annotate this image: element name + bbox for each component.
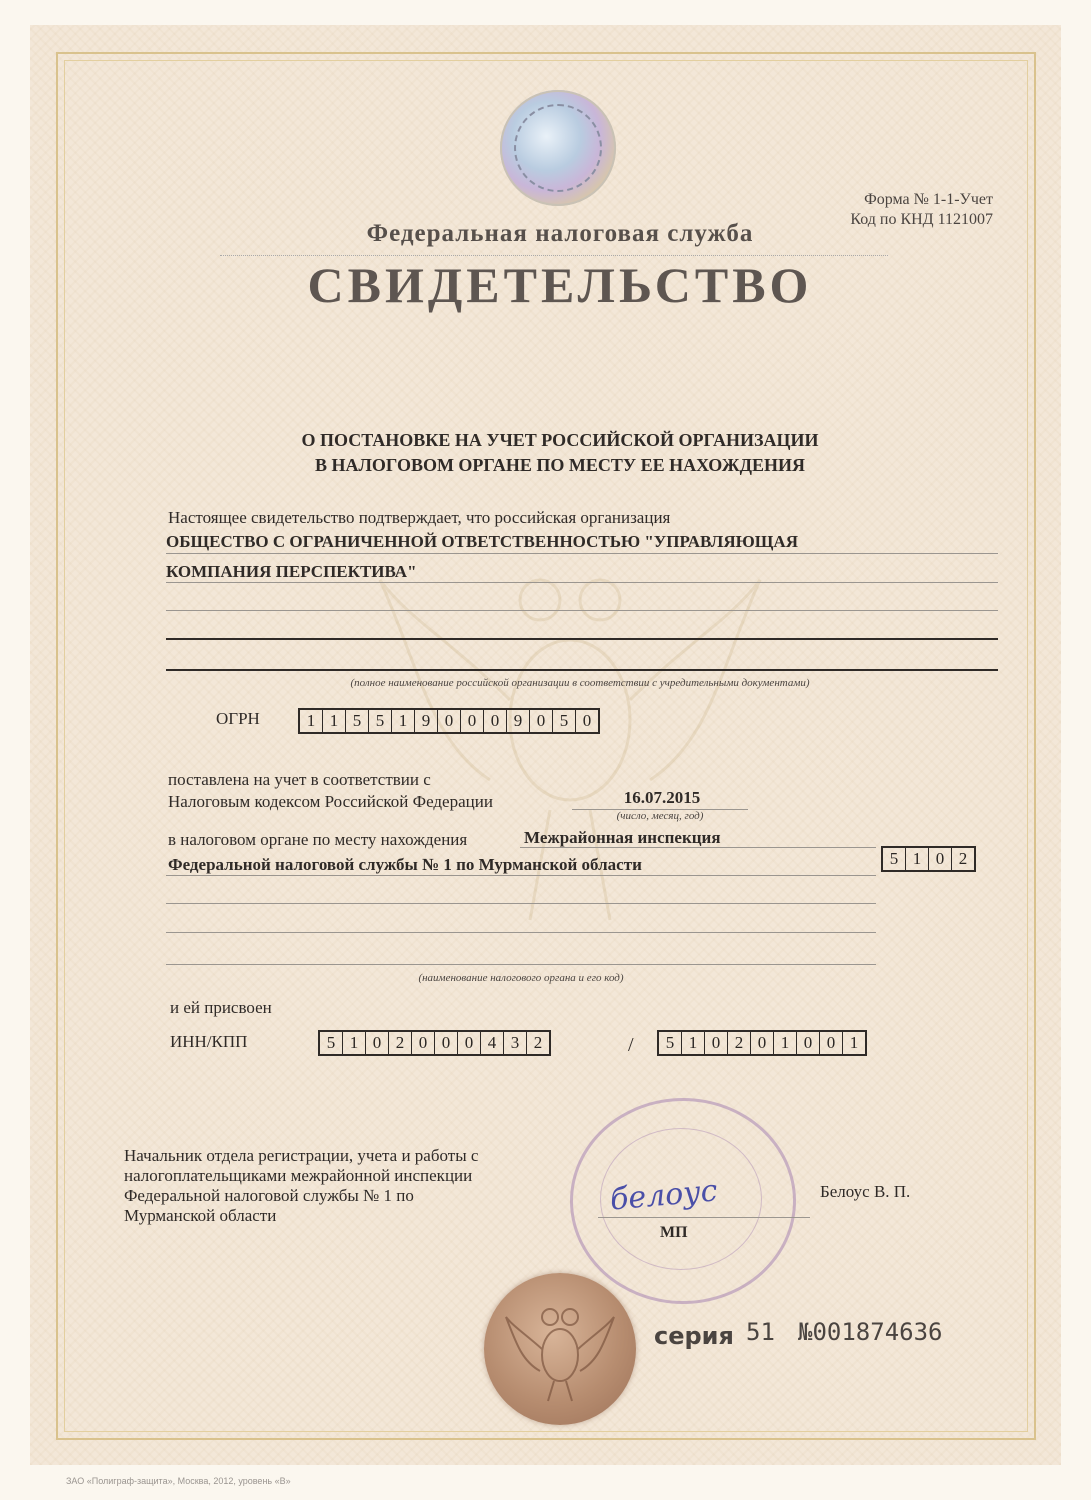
kpp-digit: 1 xyxy=(774,1032,797,1054)
page-title: СВИДЕТЕЛЬСТВО xyxy=(307,257,813,313)
series-value: 51 xyxy=(746,1318,775,1346)
ogrn-boxes xyxy=(298,708,600,734)
form-number: Форма № 1-1-Учет xyxy=(864,191,993,208)
position-line-2: налогоплательщиками межрайонной инспекции xyxy=(124,1166,473,1185)
registration-date: 16.07.2015 xyxy=(623,788,701,807)
inn-digit: 4 xyxy=(481,1032,504,1054)
subtitle-line-2: В НАЛОГОВОМ ОРГАНЕ ПО МЕСТУ ЕЕ НАХОЖДЕНИЯ xyxy=(315,455,805,475)
tax-office-intro: в налоговом органе по месту нахождения xyxy=(168,830,468,849)
inn-digit: 2 xyxy=(533,1033,543,1052)
inn-kpp-label: ИНН/КПП xyxy=(170,1032,248,1051)
position-line-1: Начальник отдела регистрации, учета и работы с xyxy=(124,1146,479,1165)
kpp-digit: 0 xyxy=(705,1032,728,1054)
inn-digit: 0 xyxy=(412,1032,435,1054)
ogrn-digit: 9 xyxy=(415,710,438,732)
inn-boxes xyxy=(318,1030,551,1056)
signatory-name: Белоус В. П. xyxy=(820,1182,911,1201)
ogrn-digit: 0 xyxy=(461,710,484,732)
kpp-digit: 1 xyxy=(849,1033,859,1052)
tax-office-caption: (наименование налогового органа и его код) xyxy=(418,972,624,984)
tax-office-code-digit: 1 xyxy=(906,848,929,870)
ogrn-digit: 0 xyxy=(484,710,507,732)
ogrn-digit: 9 xyxy=(507,710,530,732)
mp-label: МП xyxy=(660,1224,688,1241)
inn-digit: 1 xyxy=(343,1032,366,1054)
inn-digit: 2 xyxy=(389,1032,412,1054)
kpp-digit: 2 xyxy=(728,1032,751,1054)
org-line-1 xyxy=(166,553,998,554)
inn-digit: 5 xyxy=(320,1032,343,1054)
tax-office-code-boxes xyxy=(881,846,976,872)
ogrn-label: ОГРН xyxy=(216,709,260,728)
series-label: серия xyxy=(654,1322,734,1350)
kpp-digit: 1 xyxy=(682,1032,705,1054)
ogrn-digit: 5 xyxy=(346,710,369,732)
ogrn-digit: 1 xyxy=(392,710,415,732)
ogrn-digit: 5 xyxy=(553,710,576,732)
seal-eagle-icon xyxy=(484,1273,636,1425)
tax-office-line-e xyxy=(166,964,876,965)
kpp-digit: 0 xyxy=(797,1032,820,1054)
tax-office-code-digit: 5 xyxy=(883,848,906,870)
registered-line-1: поставлена на учет в соответствии с xyxy=(168,770,431,789)
org-line-2 xyxy=(166,582,998,583)
eagle-watermark-icon xyxy=(370,520,770,960)
kpp-digit: 5 xyxy=(659,1032,682,1054)
service-name: Федеральная налоговая служба xyxy=(366,220,754,247)
tax-office-code-digit: 2 xyxy=(958,849,968,868)
ogrn-digit: 0 xyxy=(530,710,553,732)
registered-line-2: Налоговым кодексом Российской Федерации xyxy=(168,792,493,811)
org-name-line-2: КОМПАНИЯ ПЕРСПЕКТИВА" xyxy=(166,562,417,581)
ogrn-digit: 0 xyxy=(438,710,461,732)
printer-info: ЗАО «Полиграф-защита», Москва, 2012, уровень «В» xyxy=(66,1476,291,1486)
ogrn-digit: 5 xyxy=(369,710,392,732)
knd-code: Код по КНД 1121007 xyxy=(850,211,993,228)
tax-office-line-c xyxy=(166,903,876,904)
signature-line xyxy=(598,1217,810,1218)
inn-digit: 0 xyxy=(458,1032,481,1054)
signature: белоус xyxy=(608,1173,719,1218)
position-line-4: Мурманской области xyxy=(124,1206,277,1225)
assigned-text: и ей присвоен xyxy=(170,998,272,1017)
tax-office-code-digit: 0 xyxy=(929,848,952,870)
kpp-digit: 0 xyxy=(751,1032,774,1054)
org-caption: (полное наименование российской организации в соответствии с учредительными документами) xyxy=(350,677,810,689)
org-line-4 xyxy=(166,638,998,640)
tax-office-line-a xyxy=(520,847,876,848)
position-line-3: Федеральной налоговой службы № 1 по xyxy=(124,1186,414,1205)
kpp-digit: 0 xyxy=(820,1032,843,1054)
ogrn-digit: 0 xyxy=(582,711,592,730)
org-line-5 xyxy=(166,669,998,671)
kpp-boxes xyxy=(657,1030,867,1056)
org-name-line-1: ОБЩЕСТВО С ОГРАНИЧЕННОЙ ОТВЕТСТВЕННОСТЬЮ "УПРАВЛЯЮЩАЯ xyxy=(166,532,798,551)
inn-digit: 3 xyxy=(504,1032,527,1054)
ogrn-digit: 1 xyxy=(323,710,346,732)
signatory-position xyxy=(124,1146,478,1226)
serial-number: №001874636 xyxy=(798,1318,943,1346)
date-caption: (число, месяц, год) xyxy=(616,810,704,822)
certificate-subtitle xyxy=(160,428,960,478)
tax-office-line-b xyxy=(166,875,876,876)
form-number-block xyxy=(808,190,993,230)
tax-office-line-d xyxy=(166,932,876,933)
tax-office-line-2: Федеральной налоговой службы № 1 по Мурманской области xyxy=(168,855,642,874)
tax-office-line-1: Межрайонная инспекция xyxy=(524,828,721,847)
inn-digit: 0 xyxy=(366,1032,389,1054)
inn-kpp-separator: / xyxy=(628,1034,634,1056)
inn-digit: 0 xyxy=(435,1032,458,1054)
gold-seal-icon xyxy=(484,1273,636,1425)
subtitle-line-1: О ПОСТАНОВКЕ НА УЧЕТ РОССИЙСКОЙ ОРГАНИЗАЦИИ xyxy=(301,430,819,450)
intro-text: Настоящее свидетельство подтверждает, что российская организация xyxy=(168,508,671,527)
ogrn-digit: 1 xyxy=(300,710,323,732)
org-line-3 xyxy=(166,610,998,611)
hologram-emblem-icon xyxy=(500,90,616,206)
